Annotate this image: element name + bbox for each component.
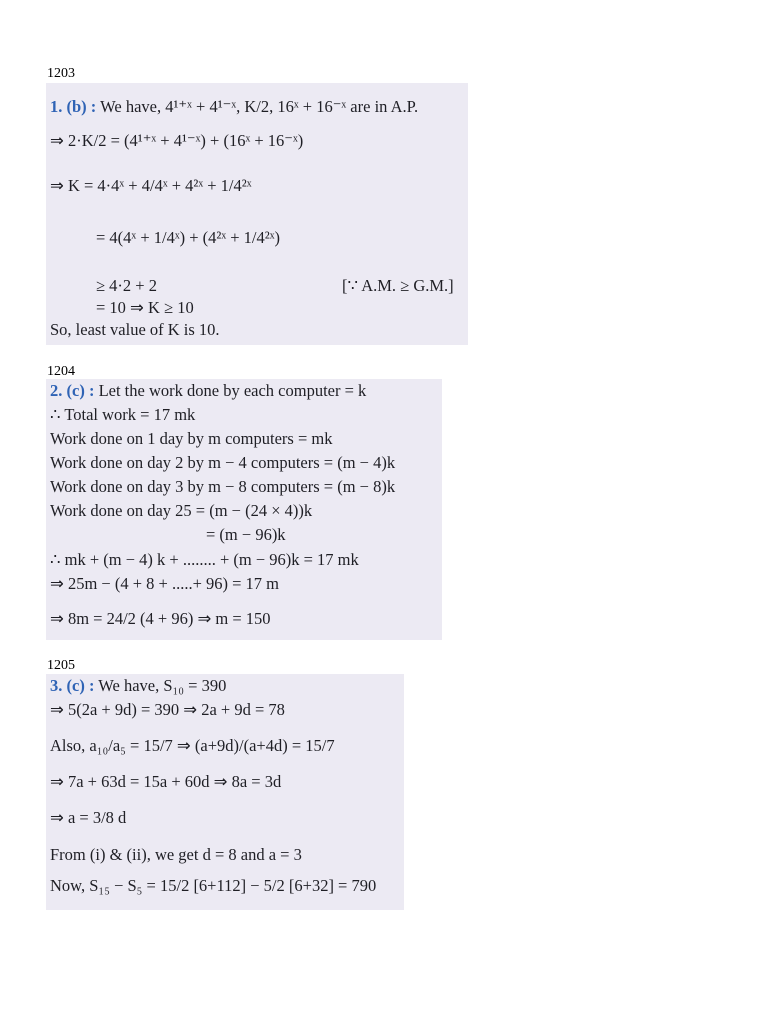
question-number: 2.: [50, 381, 63, 400]
solution-2-line-1: [50, 381, 366, 401]
solution-2-line-10: ⇒ 8m = 24/2 (4 + 96) ⇒ m = 150: [50, 609, 271, 628]
solution-3-line-6: From (i) & (ii), we get d = 8 and a = 3: [50, 845, 302, 864]
solution-2-line-8: ∴ mk + (m − 4) k + ........ + (m − 96)k = 17 mk: [50, 550, 359, 569]
solution-3-line-1: [50, 676, 226, 696]
solution-panel-3: [46, 674, 404, 910]
solution-1-line-3: ⇒ K = 4·4ˣ + 4/4ˣ + 4²ˣ + 1/4²ˣ: [50, 176, 252, 195]
solution-3-line-2: ⇒ 5(2a + 9d) = 390 ⇒ 2a + 9d = 78: [50, 700, 285, 719]
solution-2-line-7: = (m − 96)k: [206, 525, 286, 544]
solution-1-line-1: [50, 97, 418, 117]
answer-option: (c) :: [66, 676, 95, 695]
solution-1-line-5: ≥ 4·2 + 2: [96, 276, 157, 295]
answer-option: (c) :: [66, 381, 95, 400]
solution-3-line-5: ⇒ a = 3/8 d: [50, 808, 127, 827]
solution-2-line-2: ∴ Total work = 17 mk: [50, 405, 196, 424]
answer-option: (b) :: [66, 97, 97, 116]
page-number: 1203: [47, 66, 75, 81]
solution-3-line-4: ⇒ 7a + 63d = 15a + 60d ⇒ 8a = 3d: [50, 772, 282, 791]
solution-2-line-9: ⇒ 25m − (4 + 8 + .....+ 96) = 17 m: [50, 574, 280, 593]
solution-1-line-2: ⇒ 2·K/2 = (4¹⁺ˣ + 4¹⁻ˣ) + (16ˣ + 16⁻ˣ): [50, 131, 304, 150]
solution-2-line-4: Work done on day 2 by m − 4 computers = (m − 4)k: [50, 453, 396, 472]
page-number: 1204: [47, 364, 75, 379]
text: We have, 4¹⁺ˣ + 4¹⁻ˣ, K/2, 16ˣ + 16⁻ˣ are in A.P.: [100, 97, 419, 116]
solution-1-line-5-reason: [∵ A.M. ≥ G.M.]: [342, 276, 454, 295]
solution-panel-2: [46, 379, 442, 640]
solution-3-line-7: Now, S₁₅ − S₅ = 15/2 [6+112] − 5/2 [6+32] = 790: [50, 876, 377, 895]
question-number: 3.: [50, 676, 63, 695]
solution-2-line-6: Work done on day 25 = (m − (24 × 4))k: [50, 501, 313, 520]
solution-2-line-3: Work done on 1 day by m computers = mk: [50, 429, 333, 448]
page-number: 1205: [47, 658, 75, 673]
question-number: 1.: [50, 97, 63, 116]
solution-1-line-4: = 4(4ˣ + 1/4ˣ) + (4²ˣ + 1/4²ˣ): [96, 228, 280, 247]
text: We have, S₁₀ = 390: [98, 676, 227, 695]
text: Let the work done by each computer = k: [98, 381, 367, 400]
solution-panel-1: [46, 83, 468, 345]
solution-2-line-5: Work done on day 3 by m − 8 computers = (m − 8)k: [50, 477, 396, 496]
solution-1-line-6: = 10 ⇒ K ≥ 10: [96, 298, 194, 317]
solution-3-line-3: Also, a₁₀/a₅ = 15/7 ⇒ (a+9d)/(a+4d) = 15/7: [50, 736, 335, 755]
solution-1-line-7: So, least value of K is 10.: [50, 320, 220, 339]
